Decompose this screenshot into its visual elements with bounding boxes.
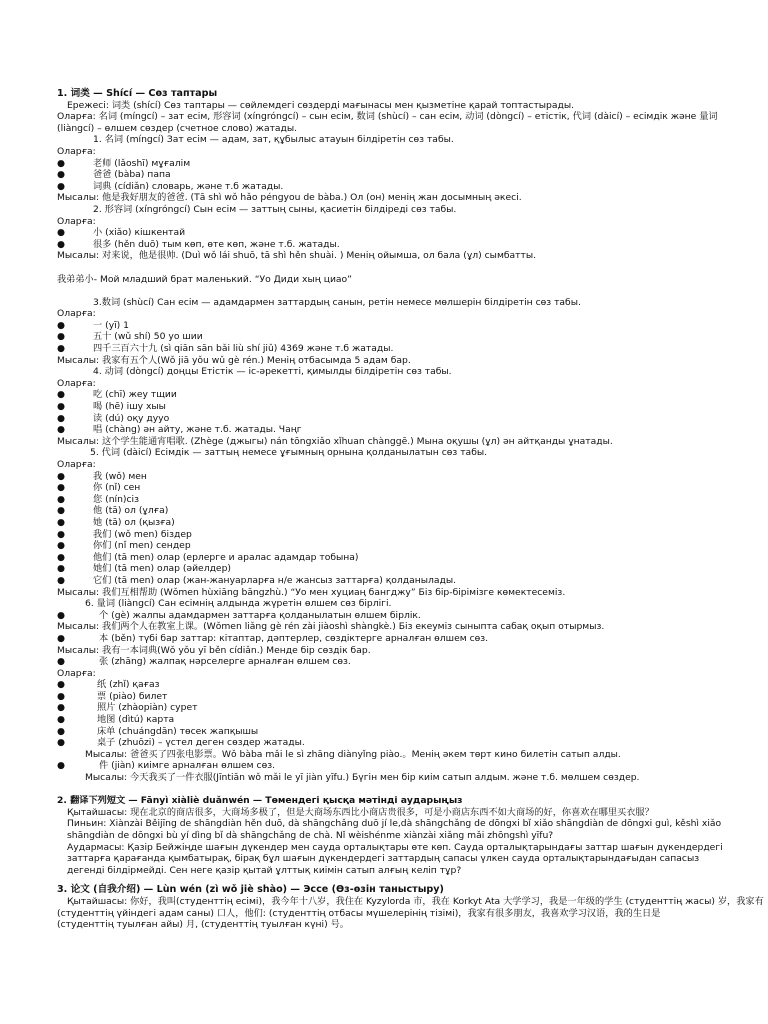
noun-label: Оларға: xyxy=(57,145,96,157)
list-item: ● 地图 (dìtú) карта xyxy=(57,714,175,726)
bullet-icon: ● xyxy=(57,401,66,413)
noun-example: Мысалы: 他是我好朋友的爸爸. (Tā shì wǒ hǎo péngyou de bàba.) Ол (он) менің жан досымның әкесі. xyxy=(57,192,522,204)
list-item: ● 她们 (tā men) олар (әйелдер) xyxy=(57,563,231,575)
bullet-icon: ● xyxy=(57,505,66,517)
section-2-chinese: Қытайшасы: 现在北京的商店很多，大商场多极了，但是大商场东西比小商店贵很多，可是小商店东西不如大商场的好，你喜欢在哪里买衣服？ xyxy=(67,806,654,818)
bullet-icon: ● xyxy=(57,482,66,494)
adj-label: Оларға: xyxy=(57,215,96,227)
list-item: ● 床单 (chuángdān) төсек жапқышы xyxy=(57,725,259,737)
noun-title: 1. 名词 (míngcí) Зат есім — адам, зат, құбылыс атауын білдіретін сөз табы. xyxy=(93,134,454,146)
bullet-icon: ● xyxy=(57,574,66,586)
bullet-icon: ● xyxy=(57,609,66,621)
list-item: ● 票 (piào) билет xyxy=(57,690,168,702)
bullet-icon: ● xyxy=(57,516,66,528)
list-item: ● 他们 (tā men) олар (ерлерге и аралас адамдар тобына) xyxy=(57,551,359,563)
list-item: ● 个 (gè) жалпы адамдармен заттарға қолданылатын өлшем бірлік. xyxy=(57,609,421,621)
bullet-icon: ● xyxy=(57,157,66,169)
pron-label: Оларға: xyxy=(57,459,96,470)
section-1-examples-intro: Оларға: 名词 (míngcí) – зат есім, 形容词 (xíngróngcí) – сын есім, 数词 (shùcí) – сан есім, 动词 (dòngcí) – етістік, 代词 (dàicí) – есімдік және 量词 (liàngcí) – өлшем сөздер (счетное слово) жатады. xyxy=(57,111,718,134)
list-item: ● 喝 (hē) ішу хыы xyxy=(57,401,166,413)
bullet-icon: ● xyxy=(57,424,66,436)
list-item: ● 他 (tā) ол (ұлға) xyxy=(57,505,169,517)
list-item: ● 纸 (zhǐ) қағаз xyxy=(57,679,160,691)
list-item: ● 本 (běn) түбі бар заттар: кітаптар, дәптерлер, сөздіктерге арналған өлшем сөз. xyxy=(57,632,489,644)
bullet-icon: ● xyxy=(57,412,66,424)
bullet-icon: ● xyxy=(57,656,66,668)
list-item: ● 很多 (hěn duō) тым көп, өте көп, және т.б. жатады. xyxy=(57,238,340,250)
document-page xyxy=(57,88,764,931)
section-1-intro: Ережесі: 词类 (shící) Сөз таптары — сөйлемдегі сөздерді мағынасы мен қызметіне қарай топтастырады. xyxy=(67,99,575,111)
mw-ge-example: Мысалы: 我们两个人在教室上课。(Wǒmen liǎng gè rén zài jiàoshì shàngkè.) Біз екеуміз сыныпта сабақ оқып отырмыз. xyxy=(57,621,605,633)
bullet-icon: ● xyxy=(57,551,66,563)
list-item: ● 张 (zhāng) жалпақ нәрселерге арналған өлшем сөз. xyxy=(57,656,351,668)
list-item: ● 件 (jiàn) киімге арналған өлшем сөз. xyxy=(57,760,275,772)
bullet-icon: ● xyxy=(57,679,66,691)
verb-title: 4. 动词 (dòngcí) доңцы Етістік — іс-әрекетті, қимылды білдіретін сөз табы. xyxy=(93,366,452,378)
list-item: ● 桌子 (zhuōzi) – үстел деген сөздер жатады. xyxy=(57,737,305,749)
list-item: ● 四千三百六十九 (sì qiān sān bǎi liù shí jiǔ) 4369 және т.б жатады. xyxy=(57,343,394,355)
bullet-icon: ● xyxy=(57,737,66,749)
bullet-icon: ● xyxy=(57,389,66,401)
list-item: ● 吃 (chī) жеу тщии xyxy=(57,389,177,401)
verb-example: Мысалы: 这个学生能通宵唱歌. (Zhège (джыгы) nán tōngxiǎo xǐhuan chànggē.) Мына оқушы (ұл) ән айтқанды ұнатады. xyxy=(57,435,613,447)
list-item: ● 五十 (wǔ shí) 50 уо шии xyxy=(57,331,203,343)
section-1-heading: 1. 词类 — Shící — Сөз таптары xyxy=(57,88,218,99)
bullet-icon: ● xyxy=(57,227,66,239)
bullet-icon: ● xyxy=(57,632,66,644)
bullet-icon: ● xyxy=(57,331,66,343)
list-item: ● 照片 (zhàopiàn) сурет xyxy=(57,702,198,714)
list-item: ● 我 (wǒ) мен xyxy=(57,470,147,482)
list-item: ● 您 (nín)сіз xyxy=(57,493,139,505)
adj-title: 2. 形容词 (xíngróngcí) Сын есім — заттың сыны, қасиетін білдіреді сөз табы. xyxy=(93,203,457,215)
verb-label: Оларға: xyxy=(57,377,96,389)
bullet-icon: ● xyxy=(57,470,66,482)
list-item: ● 你们 (nǐ men) сендер xyxy=(57,540,191,552)
list-item: ● 老师 (lǎoshī) мұғалім xyxy=(57,157,191,169)
bullet-icon: ● xyxy=(57,169,66,181)
bullet-icon: ● xyxy=(57,702,66,714)
bullet-icon: ● xyxy=(57,540,66,552)
num-label: Оларға: xyxy=(57,308,96,320)
list-item: ● 唱 (chàng) ән айту, және т.б. жатады. Чаңг xyxy=(57,424,302,436)
bullet-icon: ● xyxy=(57,760,66,772)
num-example: Мысалы: 我家有五个人(Wǒ jiā yǒu wǔ gè rén.) Менің отбасымда 5 адам бар. xyxy=(57,354,411,366)
bullet-icon: ● xyxy=(57,690,66,702)
mw-ben-example: Мысалы: 我有一本词典(Wǒ yǒu yī běn cídiǎn.) Менде бір сөздік бар. xyxy=(57,644,371,656)
section-3-heading: 3. 论文 (自我介绍) — Lùn wén (zì wǒ jiè shào) — Эссе (Өз-өзін таныстыру) xyxy=(57,884,444,896)
bullet-icon: ● xyxy=(57,238,66,250)
list-item: ● 你 (nǐ) сен xyxy=(57,482,141,494)
section-3-line-3: (студенттің туылған айы) 月, (студенттің туылған күні) 号。 xyxy=(57,919,349,931)
mw-zhang-example: Мысалы: 爸爸买了四张电影票。Wǒ bàba mǎi le sì zhāng diànyǐng piào.。Менің әкем төрт кино билетін сатып алды. xyxy=(85,748,621,760)
pron-title: 5. 代词 (dàicí) Есімдік — заттың немесе ұғымның орнына қолданылатын сөз табы. xyxy=(90,447,488,459)
bullet-icon: ● xyxy=(57,528,66,540)
mw-label: Оларға: xyxy=(57,667,96,679)
section-2-heading: 2. 翻译下列短文 — Fānyì xiàliè duǎnwén — Төмендегі қысқа мәтінді аударыңыз xyxy=(57,795,463,807)
section-2-pinyin: Пиньин: Xiànzài Běijīng de shāngdiàn hěn duō, dà shāngchǎng duō jí le,dà shāngchǎng de dōngxi bǐ xiǎo shāngdiàn de dōngxi guì, kěshì xiǎo shāngdiàn de dōngxi bù yí dìng bǐ dà shāngchǎng de chà. Nǐ wèishénme xiànzài xiǎng mǎi zhōngshì yīfu? xyxy=(67,818,722,841)
adj-example: Мысалы: 对来说，他是很帅. (Duì wǒ lái shuō, tā shì hěn shuài. ) Менің ойымша, ол бала (ұл) сымбатты. xyxy=(57,250,537,262)
pron-example: Мысалы: 我们互相帮助 (Wǒmen hùxiāng bāngzhù.) “Уо мен хуциаң бангджу” Біз бір-бірімізге көмектесеміз. xyxy=(57,586,566,598)
section-3-line-2: (студенттің үйіндегі адам саны) 口人，他们: (студенттің отбасы мүшелерінің тізімі)，我家有很多朋友，我喜欢学习汉语，我的生日是 xyxy=(57,907,661,919)
bullet-icon: ● xyxy=(57,725,66,737)
list-item: ● 它们 (tā men) олар (жан-жануарларға н/е жансыз заттарға) қолданылады. xyxy=(57,574,457,586)
list-item: ● 我们 (wǒ men) біздер xyxy=(57,528,192,540)
mw-title: 6. 量词 (liàngcí) Сан есімнің алдында жүретін өлшем сөз бірлігі. xyxy=(85,598,392,610)
list-item: ● 词典 (cídiǎn) словарь, және т.б жатады. xyxy=(57,180,284,192)
mw-jian-example: Мысалы: 今天我买了一件衣服(Jīntiān wǒ mǎi le yī jiàn yīfu.) Бүгін мен бір киім сатып алдым. және т.б. мөлшем сөздер. xyxy=(85,772,640,784)
adj-note: 我弟弟小- Мой младший брат маленький. “Уо Диди хың циао” xyxy=(57,273,352,285)
list-item: ● 爸爸 (bàba) папа xyxy=(57,169,171,181)
section-2-translation: Аудармасы: Қазір Бейжіңде шағын дүкендер мен сауда орталықтары өте көп. Сауда орталықтарындағы заттар шағын дүкендердегі заттарға қарағанда қымбатырақ, бірақ бұл шағын дүкендердегі заттардың сапасы үлкен сауда орталықтарындағыдан сапасыз дегенді білдірмейді. Сен неге қазір қытай ұлттық киімін сатып алғың келіп тұр? xyxy=(67,841,723,876)
list-item: ● 读 (dú) оқу дууо xyxy=(57,412,170,424)
bullet-icon: ● xyxy=(57,493,66,505)
bullet-icon: ● xyxy=(57,343,66,355)
list-item: ● 她 (tā) ол (қызға) xyxy=(57,516,175,528)
section-3-line-1: Қытайшасы: 你好，我叫(студенттің есімі)，我今年十八岁，我住在 Kyzylorda 市，我在 Korkyt Ata 大学学习，我是一年级的学生 (студенттің жасы) 岁，我家有 xyxy=(67,895,764,907)
bullet-icon: ● xyxy=(57,563,66,575)
num-title: 3.数词 (shùcí) Сан есім — адамдармен заттардың санын, ретін немесе мөлшерін білдіретін сөз табы. xyxy=(93,296,581,308)
bullet-icon: ● xyxy=(57,180,66,192)
bullet-icon: ● xyxy=(57,319,66,331)
list-item: ● 一 (yī) 1 xyxy=(57,319,130,331)
list-item: ● 小 (xiǎo) кішкентай xyxy=(57,227,186,239)
bullet-icon: ● xyxy=(57,714,66,726)
